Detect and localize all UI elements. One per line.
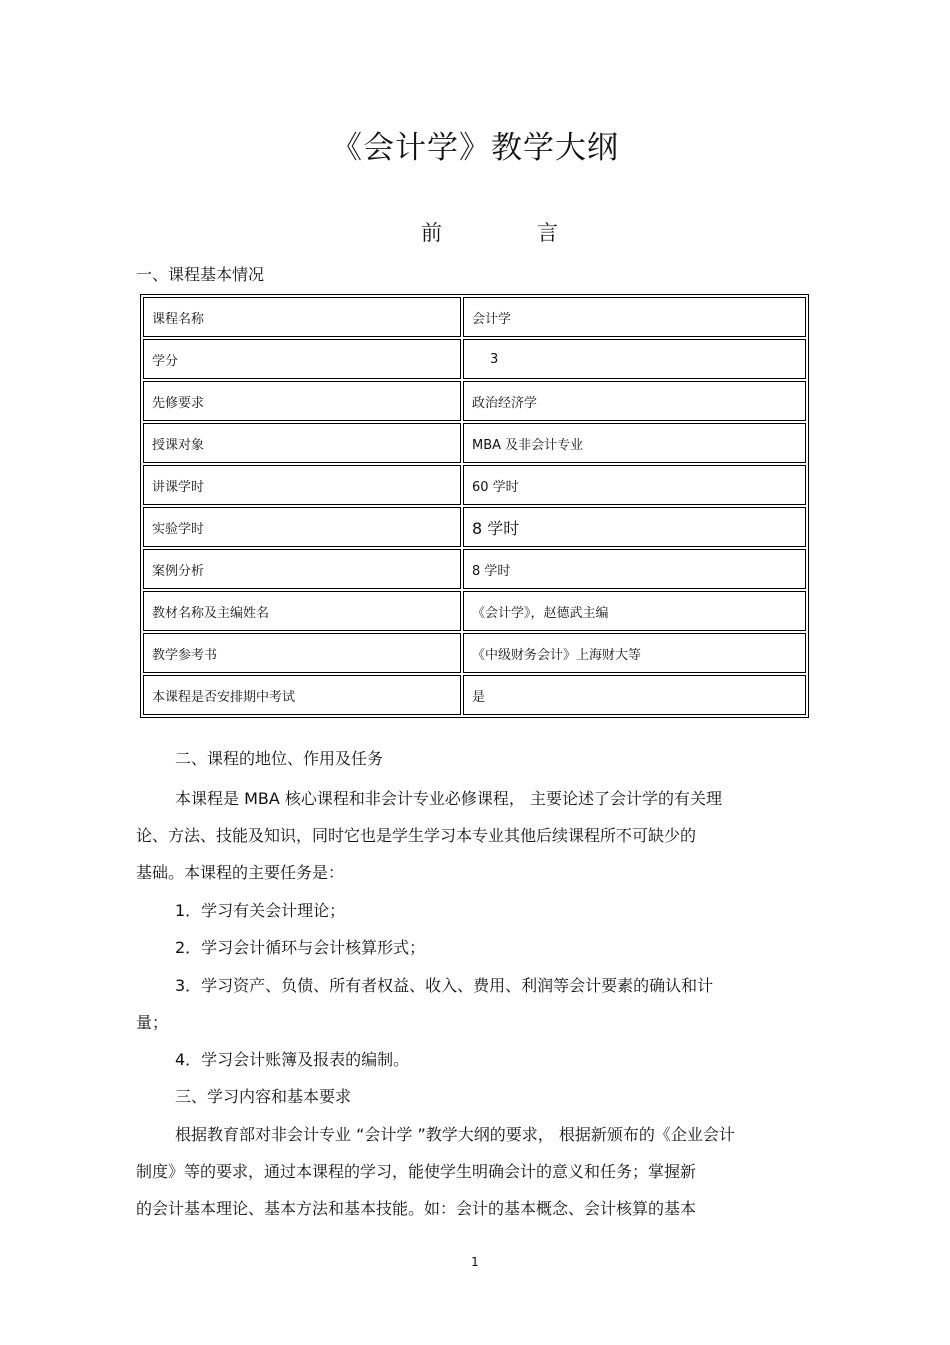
paragraph-line: 论、方法、技能及知识，同时它也是学生学习本专业其他后续课程所不可缺少的 bbox=[136, 826, 697, 845]
preface-left-char: 前 bbox=[421, 221, 442, 245]
paragraph-line: 根据教育部对非会计专业 “会计学 ”教学大纲的要求， 根据新颁布的《企业会计 bbox=[175, 1125, 735, 1144]
table-key-cell: 实验学时 bbox=[143, 507, 461, 547]
table-key-cell: 教材名称及主编姓名 bbox=[143, 591, 461, 631]
task-item: 2．学习会计循环与会计核算形式； bbox=[175, 938, 426, 957]
table-row bbox=[143, 339, 806, 379]
section1-heading: 一、课程基本情况 bbox=[136, 265, 265, 284]
preface-right-char: 言 bbox=[537, 221, 558, 245]
task-item-continuation: 量； bbox=[136, 1013, 169, 1032]
task-item: 1．学习有关会计理论； bbox=[175, 901, 346, 920]
paragraph-line: 的会计基本理论、基本方法和基本技能。如：会计的基本概念、会计核算的基本 bbox=[136, 1199, 697, 1218]
table-key-cell: 学分 bbox=[143, 339, 461, 379]
paragraph-line: 本课程是 MBA 核心课程和非会计专业必修课程， 主要论述了会计学的有关理 bbox=[175, 789, 722, 808]
section3-heading: 三、学习内容和基本要求 bbox=[175, 1087, 352, 1106]
course-info-table bbox=[140, 294, 809, 718]
table-value-cell: 8 学时 bbox=[463, 507, 806, 547]
table-row bbox=[143, 591, 806, 631]
table-value-cell: MBA 及非会计专业 bbox=[463, 423, 806, 463]
table-key-cell: 先修要求 bbox=[143, 381, 461, 421]
task-item: 4．学习会计账簿及报表的编制。 bbox=[175, 1050, 410, 1069]
table-value-cell: 60 学时 bbox=[463, 465, 806, 505]
document-title: 《会计学》教学大纲 bbox=[331, 130, 619, 166]
table-value-cell: 是 bbox=[463, 675, 806, 715]
table-key-cell: 案例分析 bbox=[143, 549, 461, 589]
section2-heading: 二、课程的地位、作用及任务 bbox=[175, 749, 384, 768]
table-row bbox=[143, 423, 806, 463]
table-key-cell: 本课程是否安排期中考试 bbox=[143, 675, 461, 715]
table-row bbox=[143, 507, 806, 547]
table-value-cell: 8 学时 bbox=[463, 549, 806, 589]
table-value-cell: 政治经济学 bbox=[463, 381, 806, 421]
table-key-cell: 讲课学时 bbox=[143, 465, 461, 505]
table-key-cell: 教学参考书 bbox=[143, 633, 461, 673]
table-value-cell: 《会计学》，赵德武主编 bbox=[463, 591, 806, 631]
table-row bbox=[143, 675, 806, 715]
paragraph-line: 制度》等的要求，通过本课程的学习，能使学生明确会计的意义和任务；掌握新 bbox=[136, 1162, 697, 1181]
table-row bbox=[143, 465, 806, 505]
table-row bbox=[143, 297, 806, 337]
page-number: 1 bbox=[471, 1255, 479, 1269]
table-row bbox=[143, 381, 806, 421]
table-value-cell: 《中级财务会计》上海财大等 bbox=[463, 633, 806, 673]
table-value-cell: 会计学 bbox=[463, 297, 806, 337]
paragraph-line: 基础。本课程的主要任务是： bbox=[136, 863, 345, 882]
table-row bbox=[143, 549, 806, 589]
table-key-cell: 授课对象 bbox=[143, 423, 461, 463]
table-key-cell: 课程名称 bbox=[143, 297, 461, 337]
task-item: 3．学习资产、负债、所有者权益、收入、费用、利润等会计要素的确认和计 bbox=[175, 976, 714, 995]
table-row bbox=[143, 633, 806, 673]
table-value-cell: 3 bbox=[463, 339, 806, 379]
